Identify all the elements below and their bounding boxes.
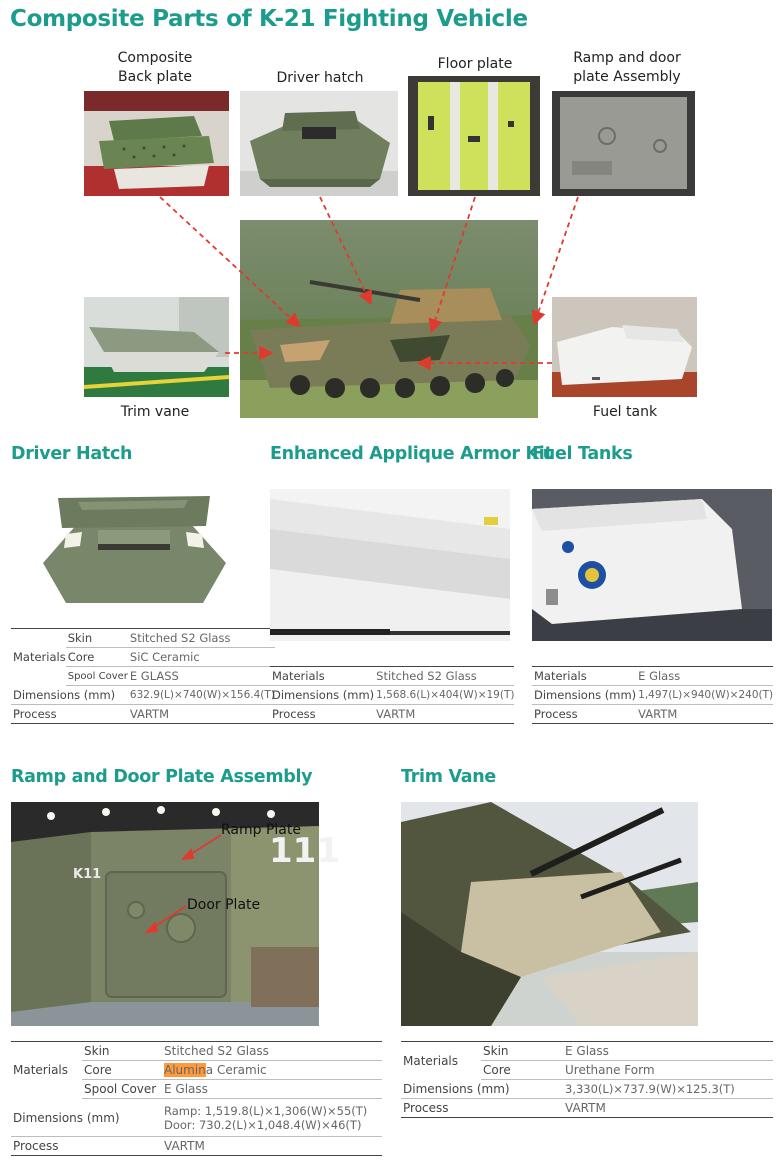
trim-vane-spec-table bbox=[401, 1041, 773, 1118]
spec-value: 632.9(L)×740(W)×156.4(T) bbox=[128, 686, 275, 705]
spec-label: Materials bbox=[532, 667, 636, 686]
spec-value: VARTM bbox=[374, 705, 514, 724]
spec-value: VARTM bbox=[162, 1137, 382, 1156]
ramp-spec-table bbox=[11, 1041, 382, 1156]
trim-vane-detail-photo bbox=[401, 802, 698, 1026]
spec-sublabel: Core bbox=[481, 1061, 563, 1080]
fuel-tanks-heading: Fuel Tanks bbox=[532, 444, 633, 464]
spec-value: SiC Ceramic bbox=[128, 648, 275, 667]
caption-back-plate: Composite Back plate bbox=[117, 50, 193, 85]
spec-value: Alumina Ceramic bbox=[162, 1061, 382, 1080]
spec-value: VARTM bbox=[128, 705, 275, 724]
spec-sublabel: Skin bbox=[481, 1042, 563, 1061]
applique-photo bbox=[270, 489, 510, 641]
hull-number: 111 bbox=[269, 831, 340, 871]
caption-driver-hatch: Driver hatch bbox=[276, 70, 364, 86]
driver-hatch-detail-photo bbox=[38, 488, 230, 608]
spec-value: E GLASS bbox=[128, 667, 275, 686]
driver-hatch-heading: Driver Hatch bbox=[11, 444, 133, 464]
spec-sublabel: Skin bbox=[82, 1042, 162, 1061]
spec-label: Materials bbox=[401, 1042, 481, 1080]
spec-sublabel: Spool Cover bbox=[82, 1080, 162, 1099]
arrow-ramp-door bbox=[535, 197, 578, 322]
spec-label: Dimensions (mm) bbox=[11, 1099, 162, 1137]
spec-label: Dimensions (mm) bbox=[270, 686, 374, 705]
connector-arrows bbox=[0, 0, 777, 430]
applique-heading: Enhanced Applique Armor Kit bbox=[270, 444, 553, 464]
spec-value: VARTM bbox=[563, 1099, 773, 1118]
fuel-tanks-photo bbox=[532, 489, 772, 641]
highlighted-text: Alumin bbox=[164, 1063, 206, 1077]
spec-sublabel: Skin bbox=[66, 629, 128, 648]
ramp-heading: Ramp and Door Plate Assembly bbox=[11, 767, 313, 787]
spec-label: Process bbox=[532, 705, 636, 724]
arrow-floor-plate bbox=[432, 197, 475, 330]
spec-value: Ramp: 1,519.8(L)×1,306(W)×55(T) Door: 730.2(L)×1,048.4(W)×46(T) bbox=[162, 1099, 382, 1137]
spec-value: E Glass bbox=[162, 1080, 382, 1099]
spec-value: Stitched S2 Glass bbox=[162, 1042, 382, 1061]
spec-value: 1,497(L)×940(W)×240(T) bbox=[636, 686, 773, 705]
spec-label: Dimensions (mm) bbox=[401, 1080, 563, 1099]
caption-trim-vane: Trim vane bbox=[120, 404, 190, 420]
spec-value: Stitched S2 Glass bbox=[128, 629, 275, 648]
spec-label: Materials bbox=[11, 629, 66, 686]
spec-value: 1,568.6(L)×404(W)×19(T) bbox=[374, 686, 514, 705]
fuel-tanks-spec-table bbox=[532, 666, 773, 724]
spec-value: E Glass bbox=[636, 667, 773, 686]
spec-value: Stitched S2 Glass bbox=[374, 667, 514, 686]
driver-hatch-spec-table bbox=[11, 628, 275, 724]
page-title: Composite Parts of K-21 Fighting Vehicle bbox=[10, 6, 528, 32]
spec-label: Materials bbox=[11, 1042, 82, 1099]
spec-sublabel: Core bbox=[82, 1061, 162, 1080]
caption-floor-plate: Floor plate bbox=[437, 56, 513, 72]
ramp-door-detail-photo bbox=[11, 802, 340, 1026]
spec-label: Process bbox=[11, 705, 128, 724]
side-number: K11 bbox=[73, 867, 102, 882]
trim-vane-heading: Trim Vane bbox=[401, 767, 496, 787]
spec-label: Dimensions (mm) bbox=[11, 686, 128, 705]
spec-label: Materials bbox=[270, 667, 374, 686]
caption-fuel-tank: Fuel tank bbox=[592, 404, 658, 420]
spec-label: Dimensions (mm) bbox=[532, 686, 636, 705]
spec-sublabel: Spool Cover bbox=[66, 667, 128, 686]
spec-sublabel: Core bbox=[66, 648, 128, 667]
spec-value: Urethane Form bbox=[563, 1061, 773, 1080]
arrow-driver-hatch bbox=[320, 197, 370, 302]
caption-ramp-door: Ramp and door plate Assembly bbox=[573, 50, 681, 85]
spec-value: 3,330(L)×737.9(W)×125.3(T) bbox=[563, 1080, 773, 1099]
spec-value: E Glass bbox=[563, 1042, 773, 1061]
spec-value: VARTM bbox=[636, 705, 773, 724]
spec-label: Process bbox=[270, 705, 374, 724]
ramp-plate-label: Ramp Plate bbox=[221, 822, 301, 838]
spec-label: Process bbox=[401, 1099, 563, 1118]
applique-spec-table bbox=[270, 666, 514, 724]
arrow-back-plate bbox=[160, 197, 298, 325]
spec-label: Process bbox=[11, 1137, 162, 1156]
door-plate-label: Door Plate bbox=[187, 897, 261, 913]
